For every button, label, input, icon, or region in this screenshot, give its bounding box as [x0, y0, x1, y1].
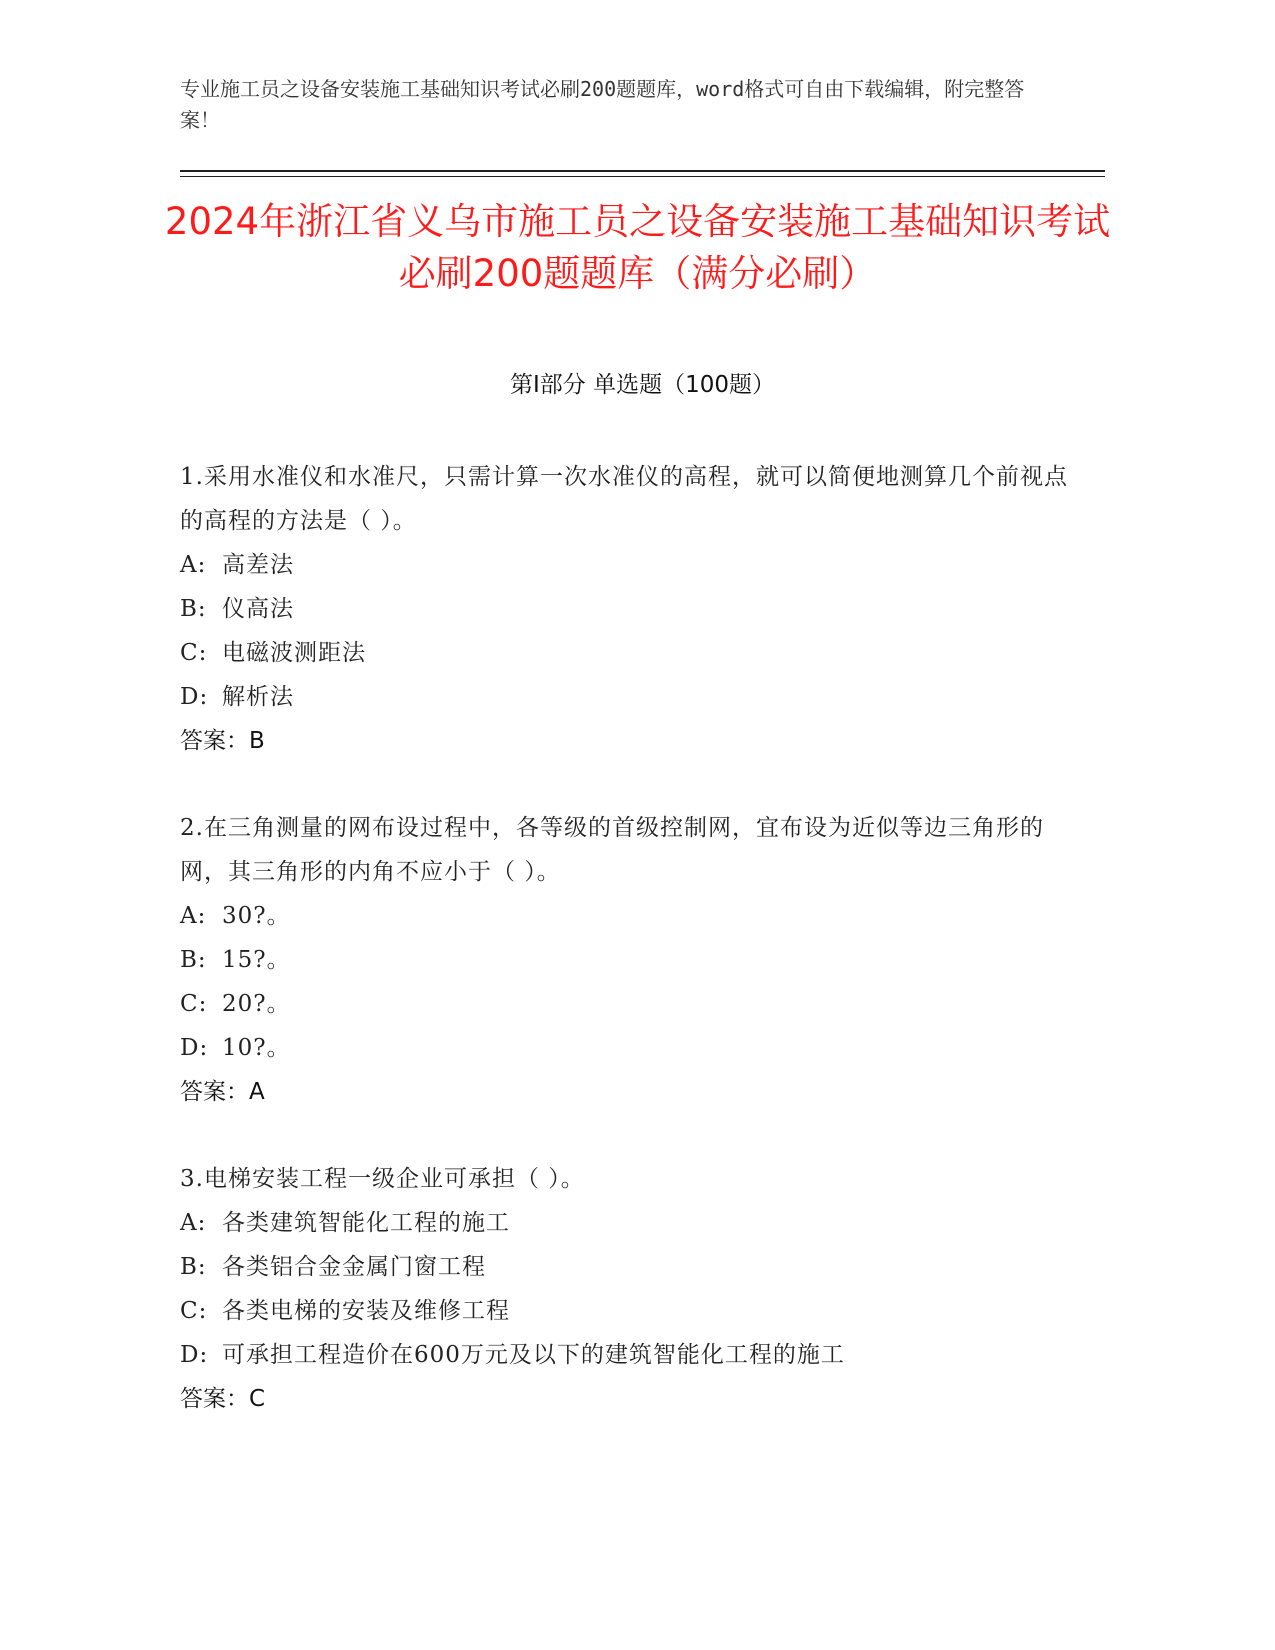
option-text: 电磁波测距法	[222, 640, 366, 666]
question-2	[180, 806, 1070, 1114]
option-letter: C:	[180, 991, 208, 1017]
question-1	[180, 455, 1070, 763]
option-letter: B:	[180, 1254, 207, 1280]
option-text: 15?。	[222, 947, 291, 973]
section-heading: 第I部分 单选题（100题）	[510, 372, 775, 398]
option-d	[180, 1026, 1070, 1070]
option-text: 20?。	[222, 991, 291, 1017]
question-stem: 1.采用水准仪和水准尺，只需计算一次水准仪的高程，就可以简便地测算几个前视点的高程的方法是（ ）。	[180, 464, 1068, 534]
option-c	[180, 982, 1070, 1026]
header-note: 专业施工员之设备安装施工基础知识考试必刷200题题库，word格式可自由下载编辑，附完整答案！	[180, 77, 1025, 132]
option-b	[180, 1245, 1070, 1289]
question-stem: 2.在三角测量的网布设过程中，各等级的首级控制网，宜布设为近似等边三角形的网，其三角形的内角不应小于（ ）。	[180, 815, 1044, 885]
option-text: 仪高法	[222, 596, 294, 622]
question-list	[180, 455, 1070, 1464]
option-text: 30?。	[222, 903, 291, 929]
question-3	[180, 1157, 1070, 1421]
option-d	[180, 675, 1070, 719]
option-text: 各类铝合金金属门窗工程	[222, 1254, 486, 1280]
option-text: 解析法	[222, 684, 294, 710]
option-letter: C:	[180, 640, 208, 666]
answer-line: 答案：C	[180, 1386, 266, 1412]
option-b	[180, 938, 1070, 982]
question-stem: 3.电梯安装工程一级企业可承担（ ）。	[180, 1166, 585, 1192]
option-text: 高差法	[222, 552, 294, 578]
option-a	[180, 1201, 1070, 1245]
option-letter: D:	[180, 1342, 209, 1368]
option-letter: D:	[180, 1035, 209, 1061]
option-text: 各类电梯的安装及维修工程	[222, 1298, 510, 1324]
option-text: 各类建筑智能化工程的施工	[222, 1210, 510, 1236]
option-letter: C:	[180, 1298, 208, 1324]
option-letter: D:	[180, 684, 209, 710]
header-rule-thick	[180, 170, 1105, 172]
option-letter: B:	[180, 947, 207, 973]
option-text: 可承担工程造价在600万元及以下的建筑智能化工程的施工	[222, 1342, 845, 1368]
document-title: 2024年浙江省义乌市施工员之设备安装施工基础知识考试必刷200题题库（满分必刷）	[164, 200, 1111, 295]
option-c	[180, 1289, 1070, 1333]
option-letter: A:	[180, 552, 207, 578]
answer-line: 答案：A	[180, 1079, 265, 1105]
option-d	[180, 1333, 1070, 1377]
option-letter: B:	[180, 596, 207, 622]
option-letter: A:	[180, 1210, 207, 1236]
option-letter: A:	[180, 903, 207, 929]
header-rule-thin	[180, 176, 1105, 177]
option-a	[180, 894, 1070, 938]
option-c	[180, 631, 1070, 675]
option-b	[180, 587, 1070, 631]
option-a	[180, 543, 1070, 587]
option-text: 10?。	[222, 1035, 291, 1061]
answer-line: 答案：B	[180, 728, 265, 754]
